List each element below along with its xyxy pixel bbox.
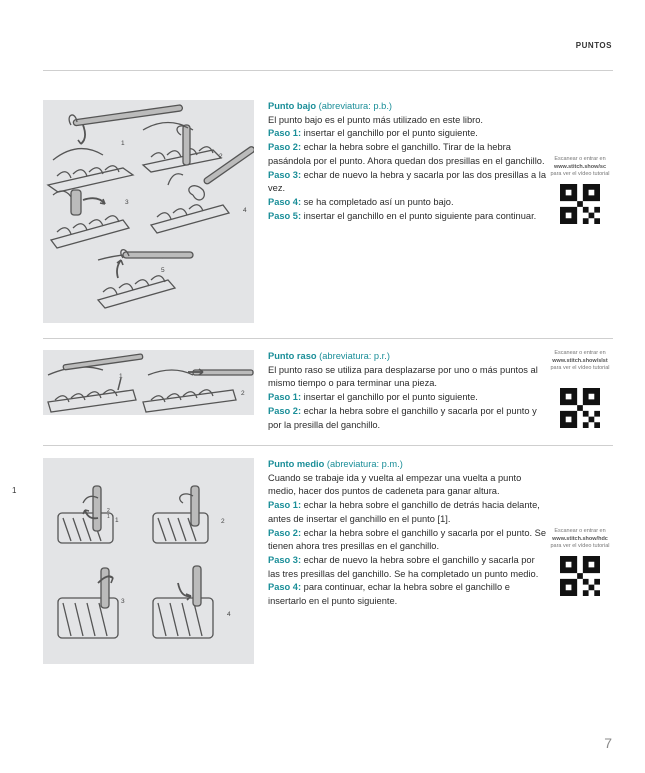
qr-block-punto-bajo: Escanear o entrar en www.stitch.show/sc para ver el vídeo tutorial xyxy=(546,156,614,224)
tutorial-url[interactable]: www.stitch.show/sc xyxy=(553,163,607,170)
step-paragraph: Paso 2: echar la hebra sobre el ganchillo y sacarla por el punto. Se tienen ahora tres presillas en el ganchillo. xyxy=(268,527,547,552)
section-title: Punto raso xyxy=(268,351,317,361)
step-4-diagram xyxy=(153,566,213,638)
punto-medio-text xyxy=(268,458,548,609)
section-abbreviation: (abreviatura: p.b.) xyxy=(318,101,393,111)
section-divider xyxy=(43,445,613,446)
step-num-1: 1 xyxy=(115,517,119,524)
small-label: 1 xyxy=(107,514,110,520)
step-5-diagram xyxy=(98,250,193,308)
step-paragraph: Paso 4: para continuar, echar la hebra sobre el ganchillo e insertarlo en el punto siguiente. xyxy=(268,582,510,607)
step-3-diagram xyxy=(51,190,129,248)
page-number: 7 xyxy=(604,735,612,751)
section-body-intro: El punto bajo es el punto más utilizado en este libro. xyxy=(268,114,483,125)
step-num-3: 3 xyxy=(125,199,129,206)
step-num-5: 5 xyxy=(161,267,165,274)
punto-raso-illustration xyxy=(43,350,254,415)
tutorial-url[interactable]: www.stitch.show/hdc xyxy=(552,535,608,542)
step-num-4: 4 xyxy=(227,611,231,618)
step-paragraph: Paso 5: insertar el ganchillo en el punto siguiente para continuar. xyxy=(268,210,537,221)
qr-block-punto-medio: Escanear o entrar en www.stitch.show/hdc para ver el vídeo tutorial xyxy=(546,528,614,596)
step-num-2: 2 xyxy=(219,153,223,160)
qr-block-punto-raso: Escanear o entrar en www.stitch.show/slst para ver el vídeo tutorial xyxy=(546,350,614,428)
step-paragraph: Paso 2: echar la hebra sobre el ganchillo. Tirar de la hebra pasándola por el punto. Ahora quedan dos presillas en el ganchillo. xyxy=(268,142,545,166)
step-2-diagram xyxy=(143,123,221,173)
step-paragraph: Paso 1: echar la hebra sobre el ganchillo de detrás hacia delante, antes de insertar el ganchillo en el punto [1]. xyxy=(268,500,540,524)
qr-code-icon[interactable] xyxy=(560,388,600,428)
punto-raso-text xyxy=(268,350,548,432)
punto-bajo-illustration xyxy=(43,100,254,323)
step-4-diagram xyxy=(151,146,254,233)
step-1-diagram xyxy=(48,105,183,192)
margin-number: 1 xyxy=(12,486,17,495)
section-body-intro: El punto raso se utiliza para desplazarse por uno o más puntos al mismo tiempo o para terminar una pieza. xyxy=(268,364,538,389)
step-1-diagram xyxy=(58,486,113,543)
punto-medio-illustration xyxy=(43,458,254,664)
step-num-2: 2 xyxy=(221,518,225,525)
step-paragraph: Paso 4: se ha completado así un punto bajo. xyxy=(268,196,454,207)
qr-code-icon[interactable] xyxy=(560,556,600,596)
step-paragraph: Paso 1: insertar el ganchillo por el punto siguiente. xyxy=(268,128,478,139)
running-header: PUNTOS xyxy=(575,41,612,50)
top-divider xyxy=(43,70,613,71)
step-1-diagram xyxy=(48,354,143,412)
section-title: Punto medio xyxy=(268,459,325,469)
step-num-4: 4 xyxy=(243,207,247,214)
step-num-1: 1 xyxy=(121,140,125,147)
step-paragraph: Paso 3: echar de nuevo la hebra y sacarla por las dos presillas a la vez. xyxy=(268,169,547,194)
step-num-1: 1 xyxy=(119,373,123,380)
section-abbreviation: (abreviatura: p.m.) xyxy=(326,459,403,469)
tutorial-url[interactable]: www.stitch.show/slst xyxy=(552,357,608,364)
step-num-2: 2 xyxy=(241,390,245,397)
punto-bajo-text xyxy=(268,100,548,223)
step-num-3: 3 xyxy=(121,598,125,605)
qr-code-icon[interactable] xyxy=(560,184,600,224)
step-2-diagram xyxy=(143,369,253,412)
section-body-intro: Cuando se trabaje ida y vuelta al empezar una vuelta a punto medio, hacer dos puntos de cadeneta para ganar altura. xyxy=(268,472,522,497)
step-3-diagram xyxy=(58,568,118,638)
step-paragraph: Paso 1: insertar el ganchillo por el punto siguiente. xyxy=(268,392,478,403)
section-title: Punto bajo xyxy=(268,101,317,111)
section-divider xyxy=(43,338,613,339)
section-abbreviation: (abreviatura: p.r.) xyxy=(319,351,390,361)
step-paragraph: Paso 3: echar de nuevo la hebra sobre el ganchillo y sacarla por las tres presillas del ganchillo. Se ha completado un punto medio. xyxy=(268,554,539,579)
small-label: 2 xyxy=(107,508,110,514)
step-2-diagram xyxy=(153,486,208,543)
step-paragraph: Paso 2: echar la hebra sobre el ganchillo y sacarla por el punto y por la presilla del ganchillo. xyxy=(268,405,537,430)
